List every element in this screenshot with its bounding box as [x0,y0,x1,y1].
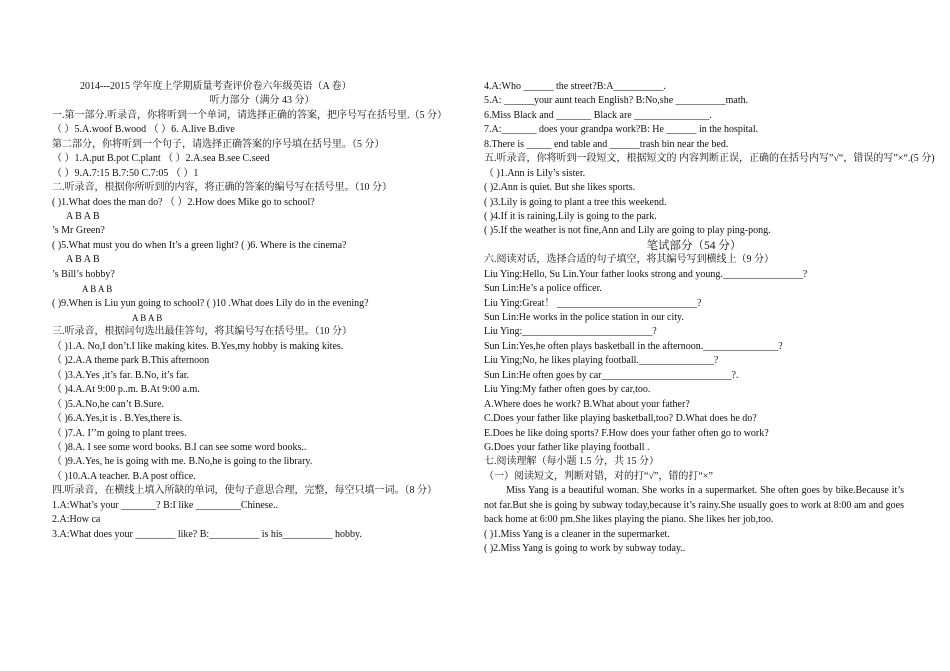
section4-item-5: 5.A: ______your aunt teach English? B:No,she __________math. [484,95,749,107]
section3-item-9: （ )9.A.Yes, he is going with me. B.No,he is going to the library. [52,456,313,468]
dialog-line-3: Liu Ying:Great！ ____________________________? [484,297,702,309]
section2-ab-row1: A B A B [66,210,100,222]
section2-question5: ( )5.What must you do when It’s a green light? ( )6. Where is the cinema? [52,239,347,251]
section3-heading: 三.听录音，根据问句选出最佳答句，将其编号写在括号里。（10 分） [52,326,352,338]
dialog-block [484,268,904,398]
dialog-line-2: Sun Lin:He’s a police officer. [484,283,602,295]
dialog-line-8: Sun Lin:He often goes by car__________________________?. [484,369,739,381]
dialog-line-1: Liu Ying:Hello, Su Lin.Your father looks strong and young.________________? [484,268,808,280]
section2-question9: ( )9.When is Liu yun going to school? ( )10 .What does Lily do in the evening? [52,297,369,309]
dialog-line-9: Liu Ying:My father often goes by car,too. [484,384,651,396]
section2-question1: ( )1.What does the man do? （ ）2.How does Mike go to school? [52,196,315,208]
section1b-line1: （ ）1.A.put B.pot C.plant （ ）2.A.sea B.see C.seed [52,153,270,165]
exam-title: 2014---2015 学年度上学期质量考查评价卷六年级英语（A 卷） [80,81,352,92]
section1-items: （ ）5.A.woof B.wood （ ）6. A.live B.dive [52,124,235,136]
section7-item-2: ( )2.Miss Yang is going to work by subway today.. [484,543,686,555]
section3-list [52,340,472,484]
section2-ab-row2: A B A B [66,254,100,266]
section1b-line2: （ ）9.A.7:15 B.7:50 C.7:05 （ ）1 [52,167,199,179]
right-column [484,80,935,556]
section3-item-7: （ )7.A. I’’m going to plant trees. [52,427,187,439]
dialog-line-7: Liu Ying;No, he likes playing football._______________? [484,355,719,367]
section5-heading: 五.听录音，你将听到一段短文，根据短文的 内容判断正误，正确的在括号内写”√“，错误的写”×“.(5 分) [484,153,935,165]
dialog-line-5: Liu Ying:__________________________? [484,326,657,338]
section7-item-1: ( )1.Miss Yang is a cleaner in the supermarket. [484,528,670,540]
section3-item-3: （ )3.A.Yes ,it’s far. B.No, it’s far. [52,369,190,381]
section4-item-2: 2.A:How ca [52,514,101,526]
section2-heading: 二.听录音，根据你所听到的内容，将正确的答案的编号写在括号里。（10 分） [52,182,392,194]
section5-item-4: ( )4.If it is raining,Lily is going to the park. [484,210,657,222]
section2-ab-row4: A B A B [132,313,163,323]
section3-item-6: （ )6.A.Yes,it is . B.Yes,there is. [52,413,183,425]
section4-item-1: 1.A:What’s your _______? B:I like _________Chinese.. [52,499,279,511]
reading-passage: Miss Yang is a beautiful woman. She works in a supermarket. She often goes by bike.Because it’s not far.But she is going by subway today,because it’s rainy.She usually goes to work at 8:00 am and goes back home at 6:00 pm.She likes playing the piano. She likes her job,too. [484,485,904,526]
option-line-3: E.Does he like doing sports? F.How does your father often go to work? [484,427,769,439]
option-line-2: C.Does your father like playing basketball,too? D.What does he do? [484,413,757,425]
written-section-header: 笔试部分（54 分） [646,239,742,252]
section3-item-1: （ )1.A. No,I don’t.I like making kites. B.Yes,my hobby is making kites. [52,340,344,352]
section4-item-3: 3.A:What does your ________ like? B:__________ is his__________ hobby. [52,528,362,540]
section2-fragment2: ’s Bill’s hobby? [52,268,115,280]
section4-item-4: 4.A:Who ______ the street?B:A__________. [484,81,666,92]
section4-item-7: 7.A:_______ does your grandpa work?B: He ______ in the hospital. [484,124,759,136]
section3-item-4: （ )4.A.At 9:00 p..m. B.At 9:00 a.m. [52,384,200,396]
section1b-heading: 第二部分，你将听到一个句子，请选择正确答案的序号填在括号里。（5 分） [52,138,385,150]
section6-heading: 六.阅读对话，选择合适的句子填空，将其编号写到横线上（9 分） [484,254,774,266]
section2-ab-row3: A B A B [82,284,113,295]
section1-heading: 一.第一部分.听录音，你将听到一个单词，请选择正确的答案，把序号写在括号里.（5 分） [52,109,447,121]
section5-item-2: ( )2.Ann is quiet. But she likes sports. [484,182,636,194]
section4-item-8: 8.There is _____ end table and ______trash bin near the bed. [484,138,729,150]
options-block [484,398,904,456]
section5-item-1: （ )1.Ann is Lily’s sister. [484,167,586,179]
section3-item-2: （ )2.A.A theme park B.This afternoon [52,355,210,367]
section5-item-5: ( )5.If the weather is not fine,Ann and Lily are going to play ping-pong. [484,225,771,237]
section4-heading: 四.听录音，在横线上填入所缺的单词，使句子意思合理，完整，每空只填一词。（8 分） [52,485,437,497]
option-line-4: G.Does your father like playing football . [484,441,650,453]
section4-item-6: 6.Miss Black and _______ Black are _______________. [484,109,712,121]
left-column [52,80,472,542]
section5-item-3: ( )3.Lily is going to plant a tree this weekend. [484,196,667,208]
section7-subheading: （一）阅读短文，判断对错，对的打“√”，错的打“×” [484,470,713,482]
section7-heading: 七.阅读理解（每小题 1.5 分，共 15 分） [484,456,659,468]
section3-item-5: （ )5.A.No,he can’t B.Sure. [52,398,165,410]
listening-section-header: 听力部分（满分 43 分） [209,95,315,107]
section2-fragment1: ’s Mr Green? [52,225,105,237]
dialog-line-4: Sun Lin:He works in the police station in our city. [484,312,684,323]
option-line-1: A.Where does he work? B.What about your father? [484,398,690,410]
section3-item-8: （ )8.A. I see some word books. B.I can see some word books.. [52,441,307,453]
section3-item-10: （ )10.A.A teacher. B.A post office. [52,470,196,482]
dialog-line-6: Sun Lin:Yes,he often plays basketball in the afternoon._______________? [484,340,783,352]
